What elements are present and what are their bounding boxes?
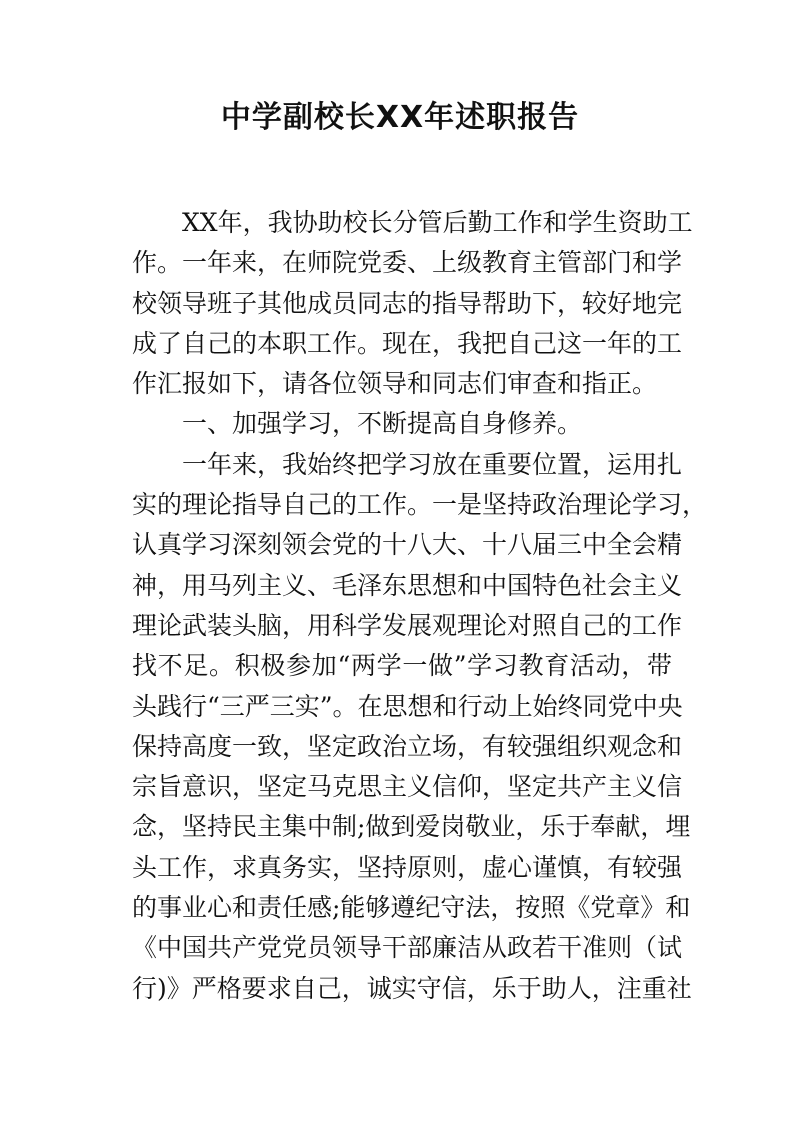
body-line: 保持高度一致，坚定政治立场，有较强组织观念和 xyxy=(132,731,683,761)
body-line: 神，用马列主义、毛泽东思想和中国特色社会主义 xyxy=(132,570,683,600)
body-line: 一年来，我始终把学习放在重要位置，运用扎 xyxy=(182,449,683,479)
body-line: 头践行“三严三实”。在思想和行动上始终同党中央 xyxy=(132,691,683,721)
section-heading: 一、加强学习，不断提高自身修养。 xyxy=(182,409,583,439)
document-body xyxy=(132,203,708,1009)
body-line: 作汇报如下，请各位领导和同志们审查和指正。 xyxy=(132,369,658,399)
body-line: 校领导班子其他成员同志的指导帮助下，较好地完 xyxy=(132,288,683,318)
body-line: 理论武装头脑，用科学发展观理论对照自己的工作 xyxy=(132,610,683,640)
body-line: 行)》严格要求自己，诚实守信，乐于助人，注重社 xyxy=(132,973,692,1003)
body-line: 的事业心和责任感;能够遵纪守法，按照《党章》和 xyxy=(132,893,691,923)
body-line: 找不足。积极参加“两学一做”学习教育活动，带 xyxy=(132,651,672,681)
body-line: 念，坚持民主集中制;做到爱岗敬业，乐于奉献，埋 xyxy=(132,812,691,842)
document-title: 中学副校长XX年述职报告 xyxy=(220,100,580,135)
body-line: XX年，我协助校长分管后勤工作和学生资助工 xyxy=(182,208,693,237)
body-line: 实的理论指导自己的工作。一是坚持政治理论学习， xyxy=(132,490,708,520)
body-line: 宗旨意识，坚定马克思主义信仰，坚定共产主义信 xyxy=(132,772,683,802)
body-line: 认真学习深刻领会党的十八大、十八届三中全会精 xyxy=(132,530,683,560)
body-line: 作。一年来，在师院党委、上级教育主管部门和学 xyxy=(132,248,683,278)
body-line: 头工作，求真务实，坚持原则，虚心谨慎，有较强 xyxy=(132,852,683,882)
body-line: 《中国共产党党员领导干部廉洁从政若干准则（试 xyxy=(132,933,683,963)
body-line: 成了自己的本职工作。现在，我把自己这一年的工 xyxy=(132,328,683,358)
